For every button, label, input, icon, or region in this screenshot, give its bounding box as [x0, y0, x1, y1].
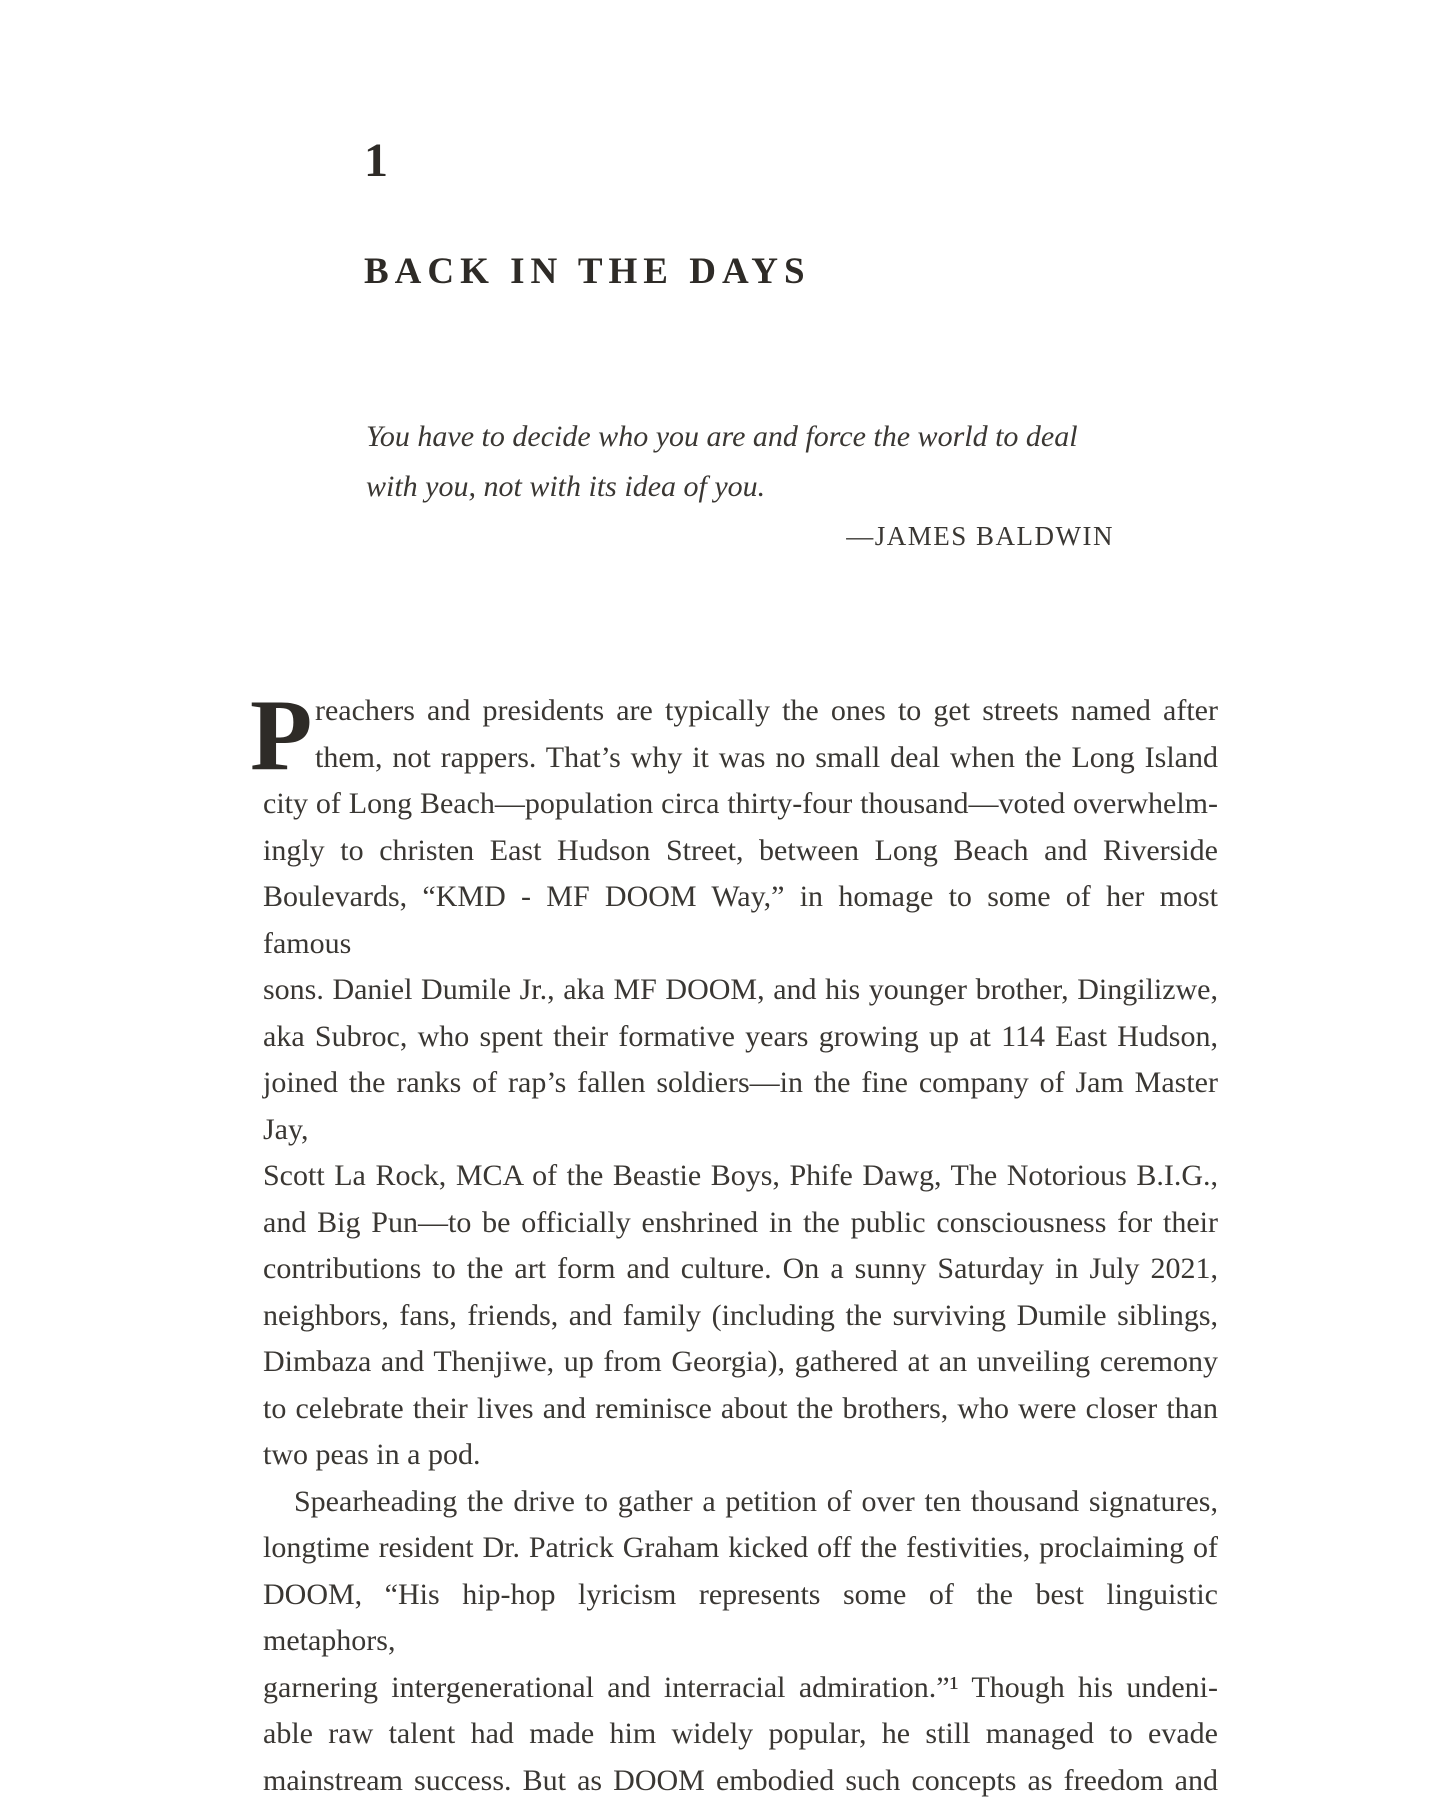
epigraph-line: with you, not with its idea of you.	[366, 470, 766, 503]
body-text	[250, 679, 1218, 1804]
chapter-title: BACK IN THE DAYS	[364, 251, 811, 292]
body-line: Boulevards, “KMD - MF DOOM Way,” in homage to some of her most famous	[263, 880, 1218, 960]
body-line: DOOM, “His hip-hop lyricism represents some of the best linguistic metaphors,	[263, 1577, 1218, 1657]
body-line: Scott La Rock, MCA of the Beastie Boys, Phife Dawg, The Notorious B.I.G.,	[263, 1159, 1218, 1192]
body-line: Spearheading the drive to gather a petition of over ten thousand signatures,	[294, 1484, 1218, 1518]
body-line: sons. Daniel Dumile Jr., aka MF DOOM, and his younger brother, Dingilizwe,	[263, 973, 1218, 1006]
epigraph-line: You have to decide who you are and force the world to deal	[366, 420, 1078, 453]
body-line: garnering intergenerational and interracial admiration.”¹ Though his undeni-	[263, 1670, 1218, 1704]
body-line: neighbors, fans, friends, and family (including the surviving Dumile siblings,	[263, 1298, 1218, 1332]
body-line: Dimbaza and Thenjiwe, up from Georgia), gathered at an unveiling ceremony	[263, 1345, 1218, 1378]
body-line: ingly to christen East Hudson Street, between Long Beach and Riverside	[263, 833, 1218, 867]
epigraph-lines	[366, 412, 1114, 512]
body-line: two peas in a pod.	[263, 1438, 481, 1471]
body-line: aka Subroc, who spent their formative years growing up at 114 East Hudson,	[263, 1019, 1218, 1053]
paragraph-2	[263, 1479, 1218, 1805]
body-line: them, not rappers. That’s why it was no small deal when the Long Island	[315, 740, 1218, 774]
body-line: joined the ranks of rap’s fallen soldiers—in the fine company of Jam Master Jay,	[263, 1066, 1218, 1146]
body-line: city of Long Beach—population circa thirty-four thousand—voted overwhelm-	[263, 787, 1218, 820]
body-line: to celebrate their lives and reminisce about the brothers, who were closer than	[263, 1391, 1218, 1425]
drop-cap: P	[250, 679, 313, 792]
body-line: longtime resident Dr. Patrick Graham kicked off the festivities, proclaiming of	[263, 1531, 1218, 1564]
body-line: reachers and presidents are typically the ones to get streets named after	[315, 694, 1218, 727]
chapter-number: 1	[364, 134, 388, 187]
epigraph	[366, 412, 1114, 552]
body-line: contributions to the art form and culture. On a sunny Saturday in July 2021,	[263, 1252, 1218, 1285]
body-line: and Big Pun—to be officially enshrined in the public consciousness for their	[263, 1205, 1218, 1239]
body-line: mainstream success. But as DOOM embodied such concepts as freedom and	[263, 1763, 1218, 1797]
epigraph-attribution: —JAMES BALDWIN	[846, 521, 1114, 551]
body-line: able raw talent had made him widely popular, he still managed to evade	[263, 1717, 1218, 1750]
paragraph-1	[263, 688, 1218, 1479]
